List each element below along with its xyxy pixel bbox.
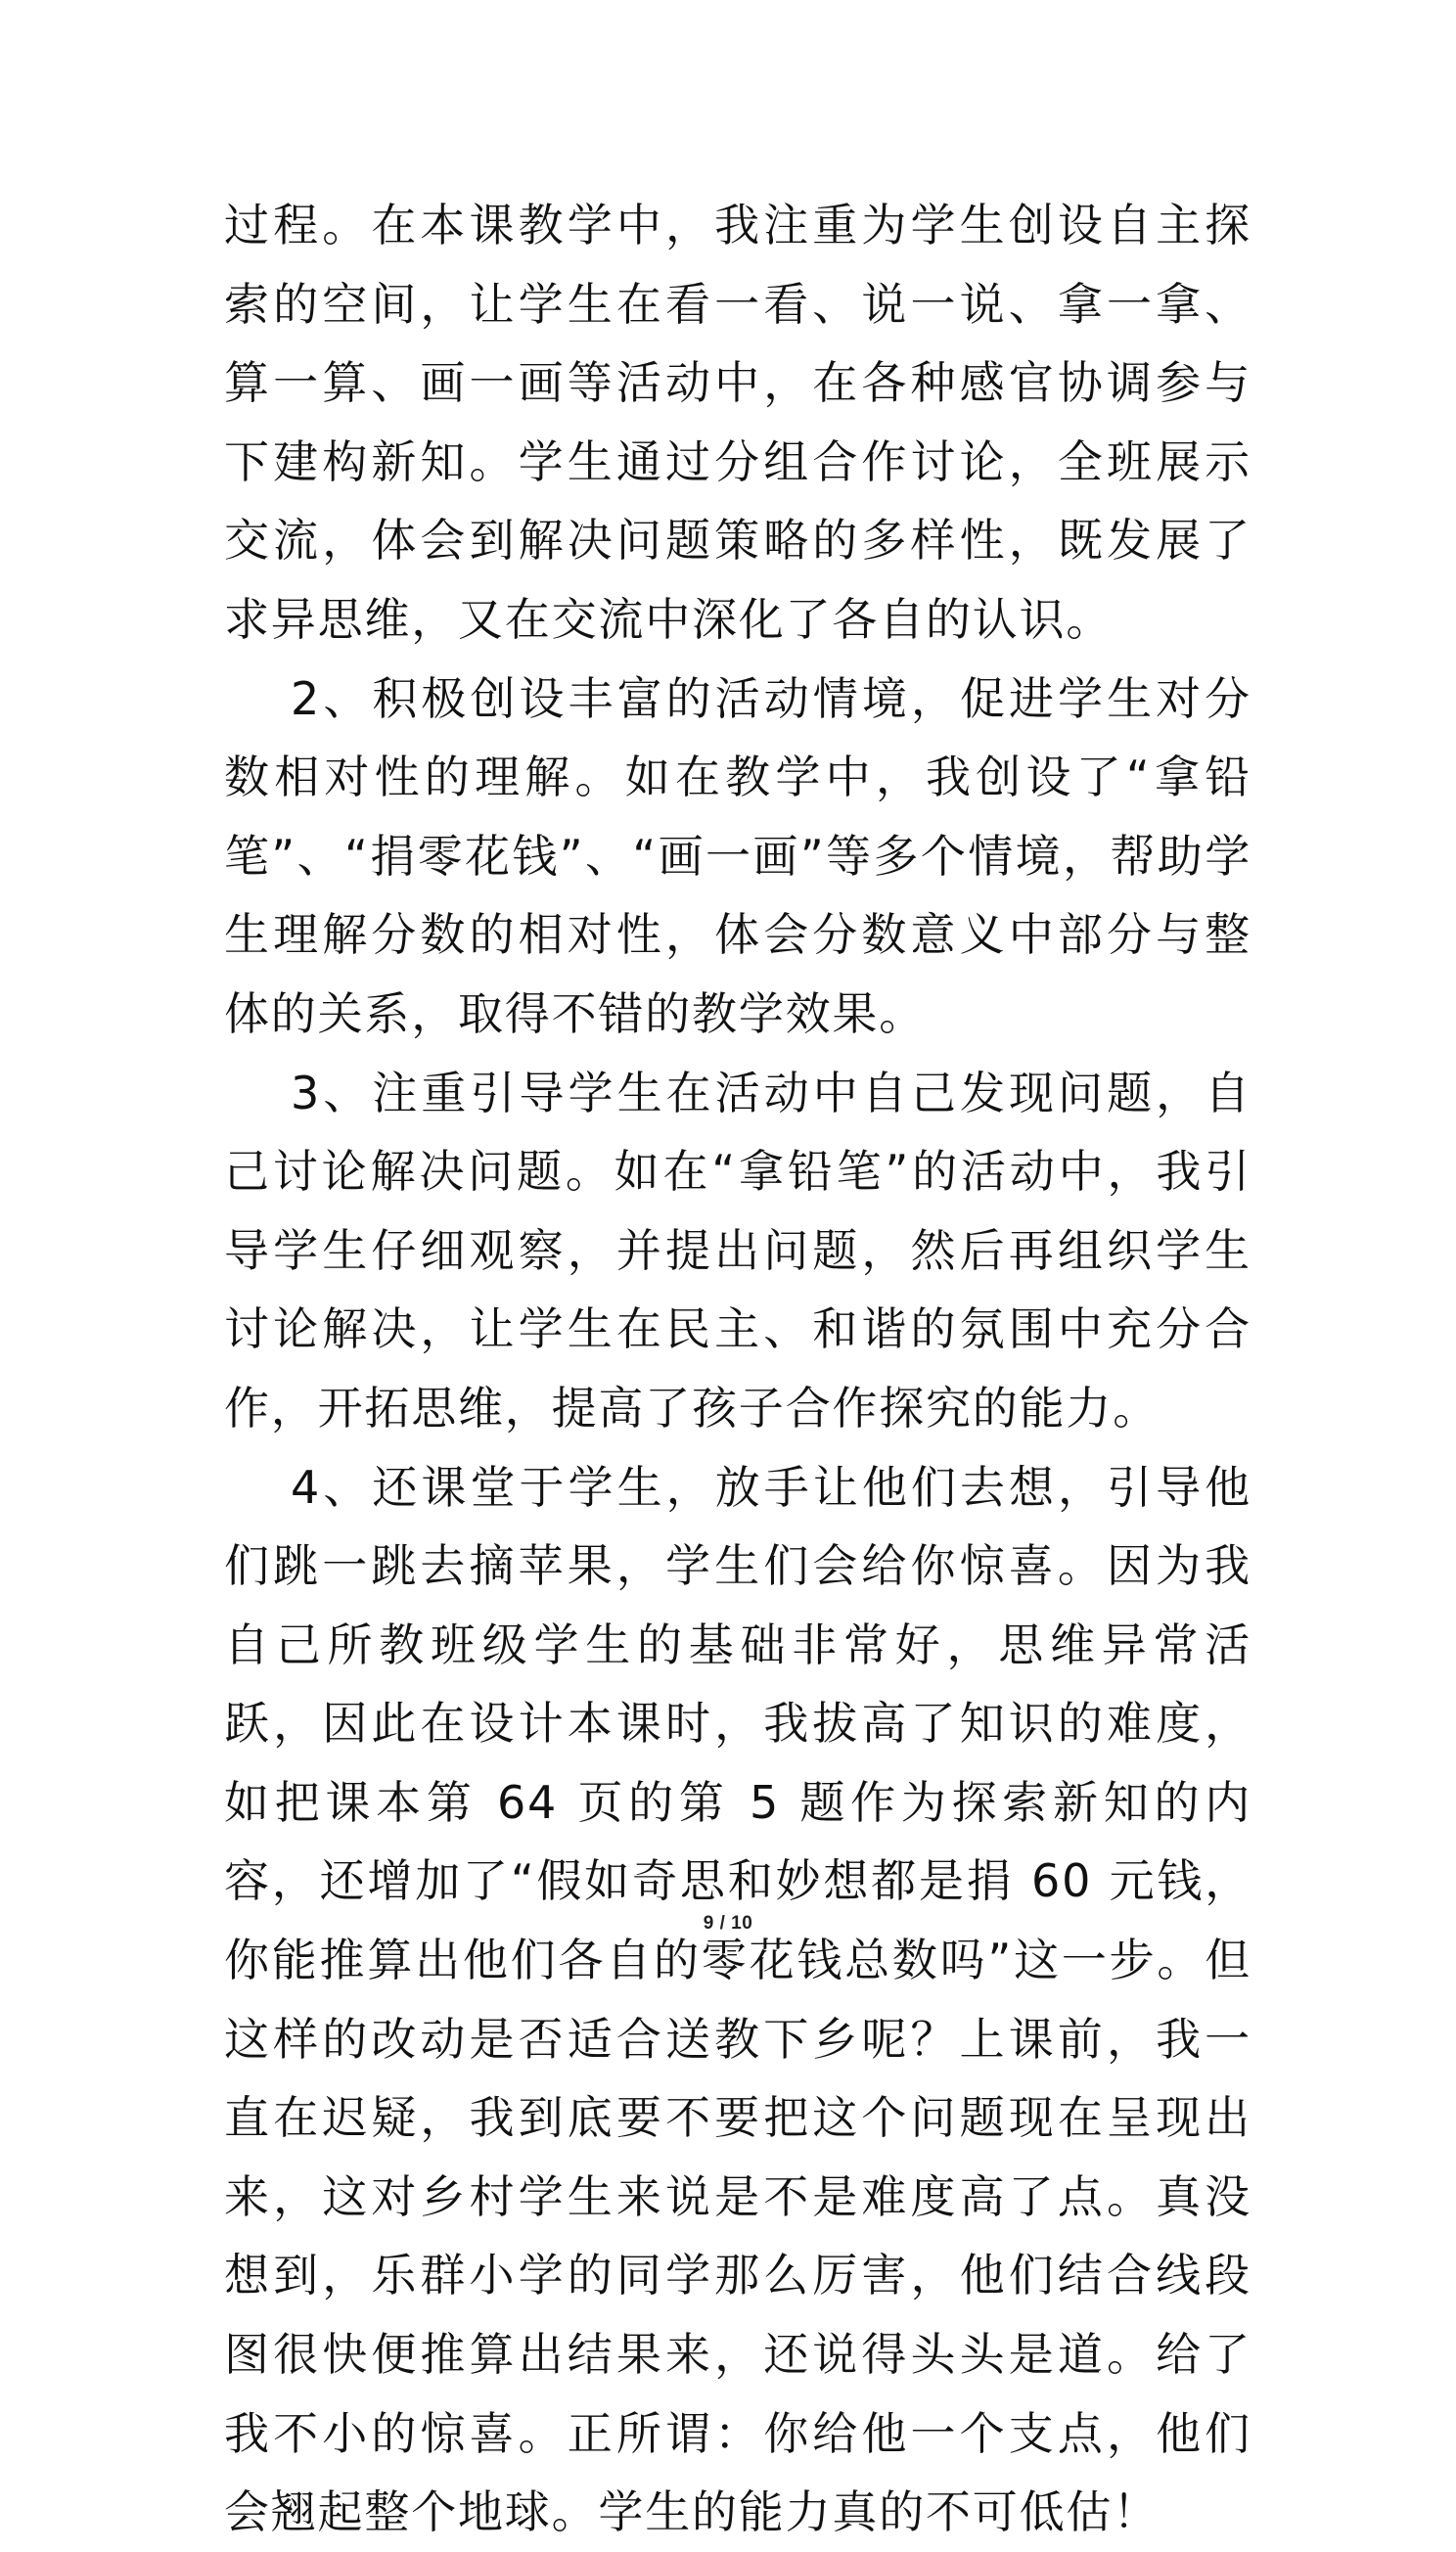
paragraph-continued: 过程。在本课教学中，我注重为学生创设自主探索的空间，让学生在看一看、说一说、拿一拿、算一算、画一画等活动中，在各种感官协调参与下建构新知。学生通过分组合作讨论，全班展示交流，体会到解决问题策略的多样性，既发展了求异思维，又在交流中深化了各自的认识。: [224, 199, 1251, 646]
page-number: 9 / 10: [703, 1913, 753, 1934]
paragraph-point-2: 2、积极创设丰富的活动情境，促进学生对分数相对性的理解。如在教学中，我创设了“拿铅笔”、“捐零花钱”、“画一画”等多个情境，帮助学生理解分数的相对性，体会分数意义中部分与整体的关系，取得不错的教学效果。: [224, 671, 1251, 1040]
paragraph-point-4: 4、还课堂于学生，放手让他们去想，引导他们跳一跳去摘苹果，学生们会给你惊喜。因为我自己所教班级学生的基础非常好，思维异常活跃，因此在设计本课时，我拔高了知识的难度，如把课本第 64 页的第 5 题作为探索新知的内容，还增加了“假如奇思和妙想都是捐 60 元钱，你能推算出他们各自的零花钱总数吗”这一步。但这样的改动是否适合送教下乡呢？上课前，我一直在迟疑，我到底要不要把这个问题现在呈现出来，这对乡村学生来说是不是难度高了点。真没想到，乐群小学的同学那么厉害，他们结合线段图很快便推算出结果来，还说得头头是道。给了我不小的惊喜。正所谓：你给他一个支点，他们会翘起整个地球。学生的能力真的不可低估！: [224, 1460, 1251, 2539]
document-body: [224, 186, 1251, 2552]
paragraph-point-3: 3、注重引导学生在活动中自己发现问题，自己讨论解决问题。如在“拿铅笔”的活动中，我引导学生仔细观察，并提出问题，然后再组织学生讨论解决，让学生在民主、和谐的氛围中充分合作，开拓思维，提高了孩子合作探究的能力。: [224, 1066, 1251, 1435]
